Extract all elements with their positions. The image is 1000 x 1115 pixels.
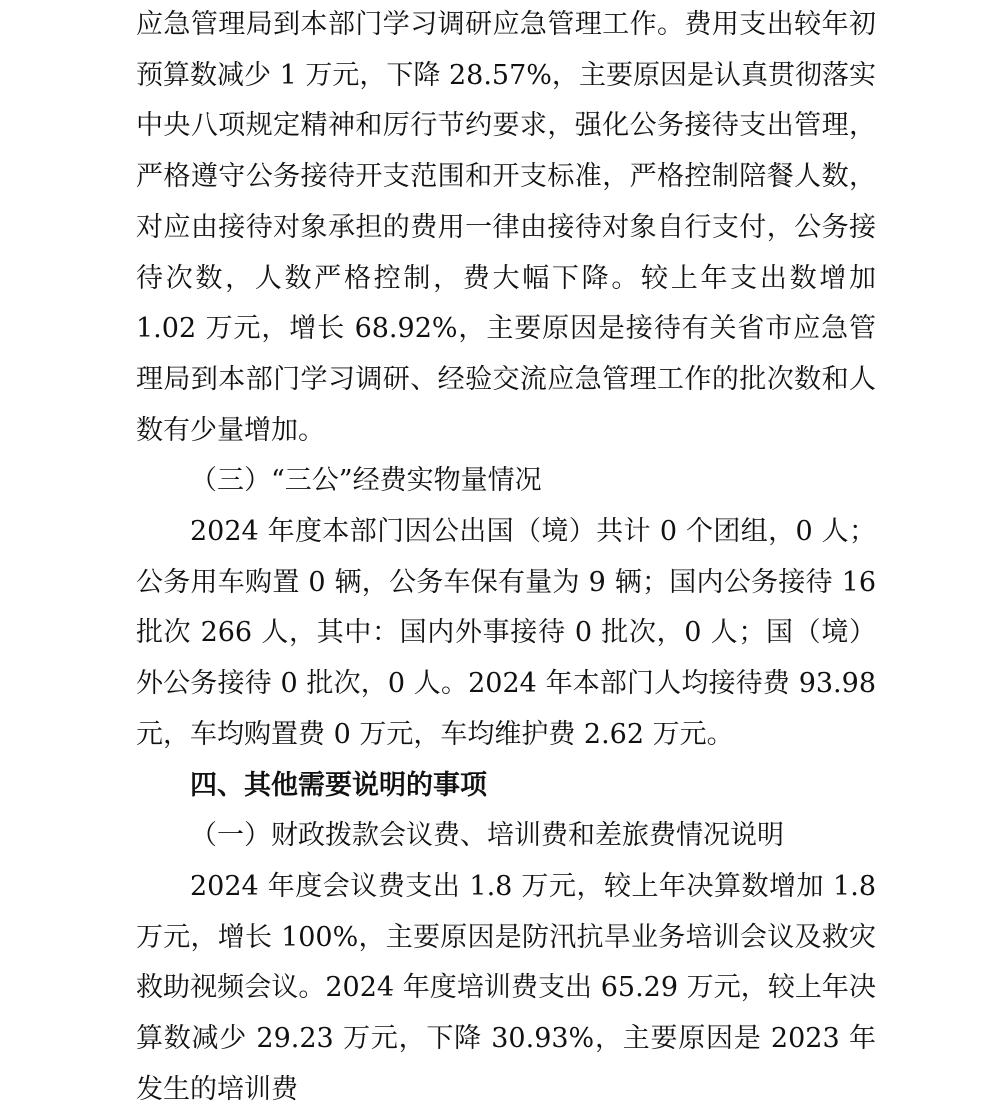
paragraph-meeting-training-expense: 2024 年度会议费支出 1.8 万元，较上年决算数增加 1.8 万元，增长 100%，主要原因是防汛抗旱业务培训会议及救灾救助视频会议。2024 年度培训费支出 65.29 万元，较上年决算数减少 29.23 万元，下降 30.93%，主要原因是 2023 年发生的培训费 (136, 870, 876, 1105)
paragraph-reception-expense-continued: 应急管理局到本部门学习调研应急管理工作。费用支出较年初预算数减少 1 万元，下降 28.57%，主要原因是认真贯彻落实中央八项规定精神和厉行节约要求，强化公务接待支出管理，严格遵守公务接待开支范围和开支标准，严格控制陪餐人数，对应由接待对象承担的费用一律由接待对象自行支付，公务接待次数，人数严格控制，费大幅下降。较上年支出数增加 1.02 万元，增长 68.92%，主要原因是接待有关省市应急管理局到本部门学习调研、经验交流应急管理工作的批次数和人数有少量增加。 (136, 9, 876, 446)
subheading-meeting-training-travel: （一）财政拨款会议费、培训费和差旅费情况说明 (190, 820, 784, 852)
document-page (136, 0, 876, 1115)
subheading-three-public-physical-quantity: （三）“三公”经费实物量情况 (190, 465, 542, 497)
paragraph-physical-quantity: 2024 年度本部门因公出国（境）共计 0 个团组，0 人；公务用车购置 0 辆，公务车保有量为 9 辆；国内公务接待 16 批次 266 人，其中：国内外事接待 0 批次，0 人；国（境）外公务接待 0 批次，0 人。2024 年本部门人均接待费 93.98 元，车均购置费 0 万元，车均维护费 2.62 万元。 (136, 516, 876, 750)
section-heading-other-matters: 四、其他需要说明的事项 (190, 769, 487, 801)
